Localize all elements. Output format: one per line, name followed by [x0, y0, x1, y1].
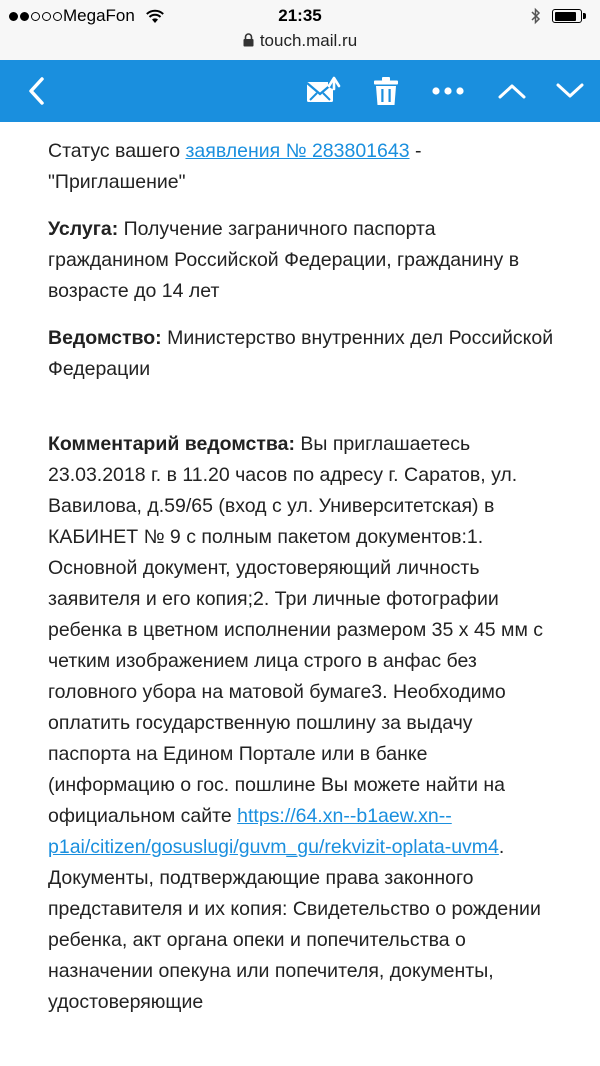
url-text: touch.mail.ru: [259, 31, 358, 50]
bluetooth-icon: [530, 7, 542, 25]
address-bar[interactable]: [0, 30, 600, 52]
agency-paragraph: [48, 323, 558, 385]
agency-label: Ведомство:: [48, 327, 162, 349]
payment-info-link[interactable]: https://64.xn--b1aew.xn--p1ai/citizen/gosuslugi/guvm_gu/rekvizit-oplata-uvm4: [48, 805, 499, 858]
comment-label: Комментарий ведомства:: [48, 433, 295, 455]
service-label: Услуга:: [48, 218, 119, 240]
mark-unread-icon: [305, 76, 341, 106]
carrier-name: MegaFon: [63, 6, 135, 25]
status-bar: [0, 0, 600, 60]
back-icon: [27, 76, 45, 106]
service-value: Получение заграничного паспорта гражданином Российской Федерации, гражданину в возрасте до 14 лет: [48, 218, 520, 302]
service-paragraph: [48, 214, 558, 307]
mark-unread-button[interactable]: [300, 60, 346, 122]
back-button[interactable]: [14, 60, 58, 122]
mail-toolbar: [0, 60, 600, 122]
status-prefix: Статус вашего: [48, 140, 186, 162]
more-button[interactable]: [426, 60, 470, 122]
comment-text-2: . Документы, подтверждающие права законного представителя и их копия: Свидетельство о рождении ребенка, акт органа опеки и попечительства о назначении опекуна или попечителя, документы, удостоверяющие: [48, 836, 541, 1013]
battery-icon: [552, 9, 582, 23]
status-suffix: -: [409, 140, 422, 162]
delete-button[interactable]: [364, 60, 408, 122]
comment-text-1: Вы приглашаетесь 23.03.2018 г. в 11.20 часов по адресу г. Саратов, ул. Вавилова, д.59/65 (вход с ул. Университетская) в КАБИНЕТ № 9 с полным пакетом документов:1. Основной документ, удостоверяющий личность заявителя и его копия;2. Три личные фотографии ребенка в цветном исполнении размером 35 х 45 мм с четким изображением лица строго в анфас без головного убора на матовой бумаге3. Необходимо оплатить государственную пошлину за выдачу паспорта на Едином Портале или в банке (информацию о гос. пошлине Вы можете найти на официальном сайте: [48, 433, 544, 827]
chevron-up-icon: [497, 82, 527, 100]
message-body: [48, 136, 558, 1018]
chevron-down-icon: [555, 82, 585, 100]
next-message-button[interactable]: [548, 60, 592, 122]
lock-icon: [243, 33, 254, 47]
status-value: "Приглашение": [48, 171, 186, 193]
trash-icon: [373, 76, 399, 106]
agency-value: Министерство внутренних дел Российской Федерации: [48, 327, 554, 380]
status-paragraph: [48, 136, 558, 198]
comment-paragraph: [48, 429, 558, 1018]
application-link[interactable]: заявления № 283801643: [185, 140, 410, 162]
status-row: [0, 4, 600, 28]
clock: 21:35: [278, 6, 322, 25]
previous-message-button[interactable]: [490, 60, 534, 122]
more-icon: [432, 86, 464, 96]
